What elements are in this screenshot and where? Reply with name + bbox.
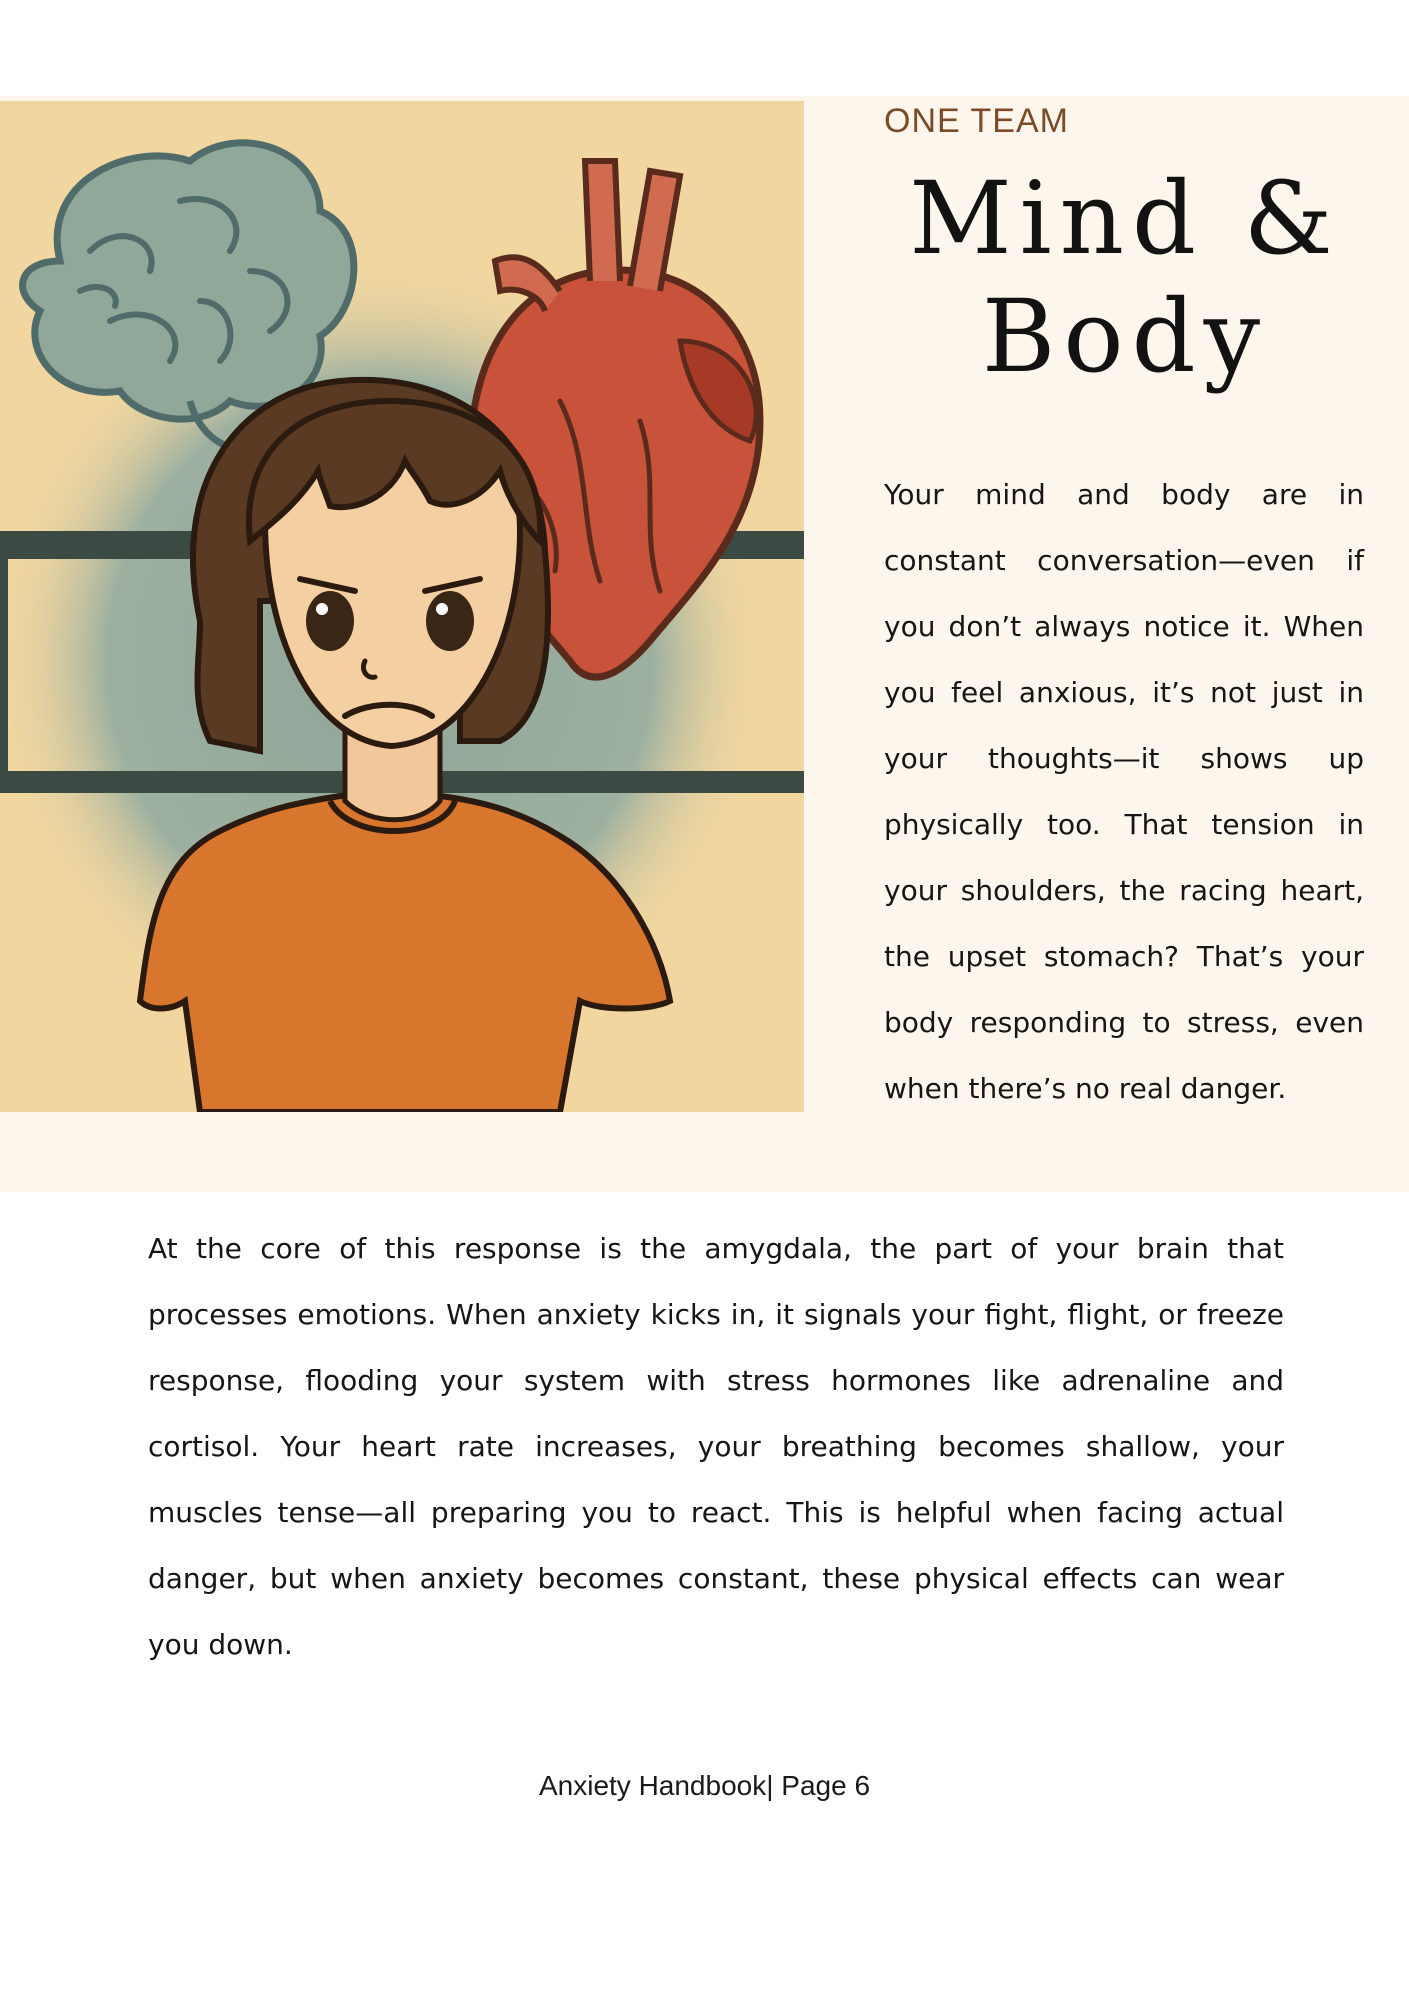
title-line-2: Body [981,278,1269,395]
frame-bar-left [0,559,8,771]
illustration-svg [0,101,804,1112]
title-line-1: Mind & [909,160,1341,277]
left-eye-highlight [316,603,328,615]
body-paragraph: At the core of this response is the amygdala, the part of your brain that processes emotions. When anxiety kicks in, it signals your fight, flight, or freeze response, flooding your system with stress hormones like adrenaline and cortisol. Your heart rate increases, your breathing becomes shallow, your muscles tense—all preparing you to react. This is helpful when facing actual danger, but when anxiety becomes constant, these physical effects can wear you down. [148,1232,1284,1661]
right-eye-highlight [436,603,448,615]
intro-paragraph: Your mind and body are in constant conversation—even if you don’t always notice it. When you feel anxious, it’s not just in your thoughts—it shows up physically too. That tension in your shoulders, the racing heart, the upset stomach? That’s your body responding to stress, even when there’s no real danger. [884,478,1364,1105]
illustration-girl-brain-heart [0,101,804,1112]
left-eye [306,591,354,651]
right-eye [426,591,474,651]
page-footer: Anxiety Handbook| Page 6 [538,1770,871,1801]
section-eyebrow: ONE TEAM [884,102,1069,140]
page-title [860,160,1390,396]
